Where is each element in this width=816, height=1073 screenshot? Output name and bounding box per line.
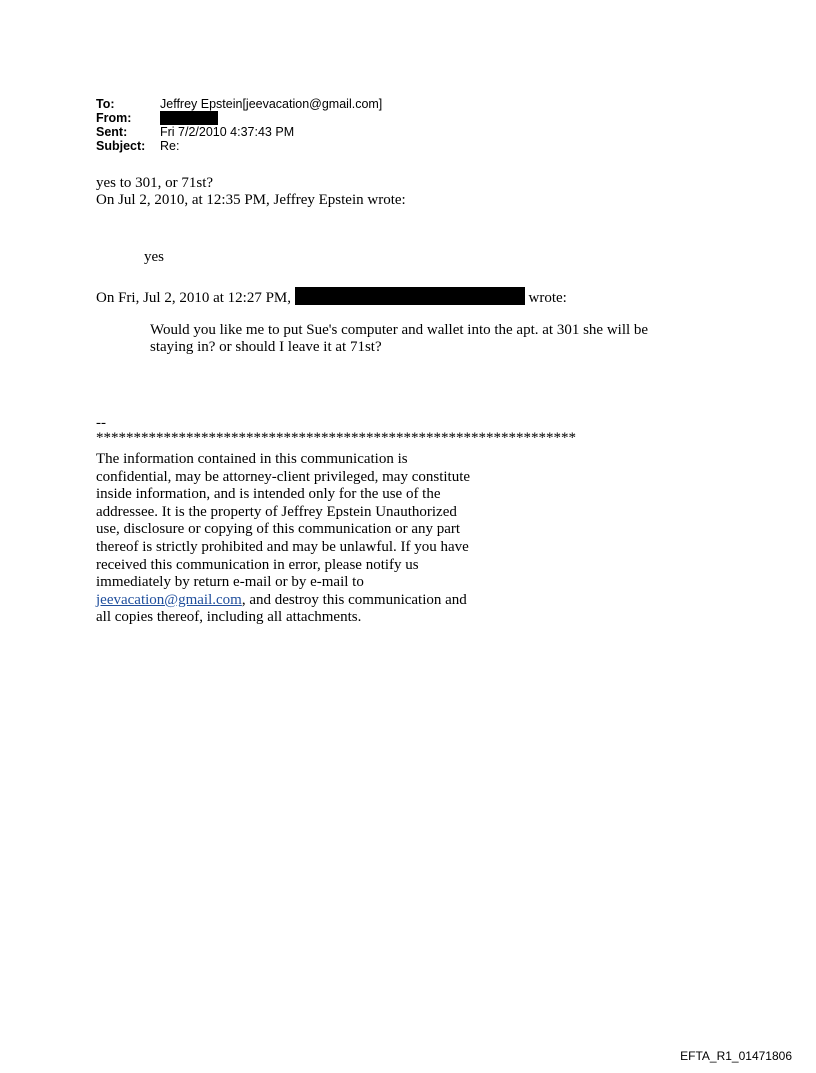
from-row	[96, 111, 382, 125]
quoted-message: Would you like me to put Sue's computer and wallet into the apt. at 301 she will be staying in? or should I leave it at 71st?	[150, 322, 649, 355]
quoted-attribution	[96, 287, 567, 307]
sent-row	[96, 125, 382, 139]
email-header	[96, 97, 382, 153]
reply-line-2: On Jul 2, 2010, at 12:35 PM, Jeffrey Epstein wrote:	[96, 192, 406, 208]
sent-label: Sent:	[96, 125, 128, 139]
signature-divider: ****************************************************************	[96, 430, 576, 446]
attribution-prefix: On Fri, Jul 2, 2010 at 12:27 PM,	[96, 290, 292, 306]
to-row	[96, 97, 382, 111]
reply-line-1: yes to 301, or 71st?	[96, 175, 214, 191]
document-id: EFTA_R1_01471806	[680, 1049, 792, 1063]
disclaimer-text-2: , and destroy this communication and all copies thereof, including all attachments.	[96, 591, 467, 626]
sent-value: Fri 7/2/2010 4:37:43 PM	[160, 125, 295, 139]
from-redaction	[160, 111, 218, 125]
reply-text	[96, 175, 406, 209]
disclaimer-email-link[interactable]: jeevacation@gmail.com	[96, 591, 242, 608]
confidentiality-disclaimer	[96, 451, 476, 627]
signature-dash: --	[96, 415, 106, 431]
to-label: To:	[96, 97, 115, 111]
sender-redaction	[295, 287, 525, 305]
attribution-suffix: wrote:	[528, 290, 567, 306]
quoted-yes: yes	[144, 249, 164, 265]
to-value: Jeffrey Epstein[jeevacation@gmail.com]	[160, 97, 383, 111]
subject-label: Subject:	[96, 139, 146, 153]
subject-row	[96, 139, 382, 153]
from-label: From:	[96, 111, 132, 125]
subject-value: Re:	[160, 139, 180, 153]
disclaimer-text-1: The information contained in this communication is confidential, may be attorney-client privileged, may constitute inside information, and is intended only for the use of the addressee. It is the property of Jeffrey Epstein Unauthorized use, disclosure or copying of this communication or any part thereof is strictly prohibited and may be unlawful. If you have received this communication in error, please notify us immediately by return e-mail or by e-mail to	[96, 451, 471, 591]
